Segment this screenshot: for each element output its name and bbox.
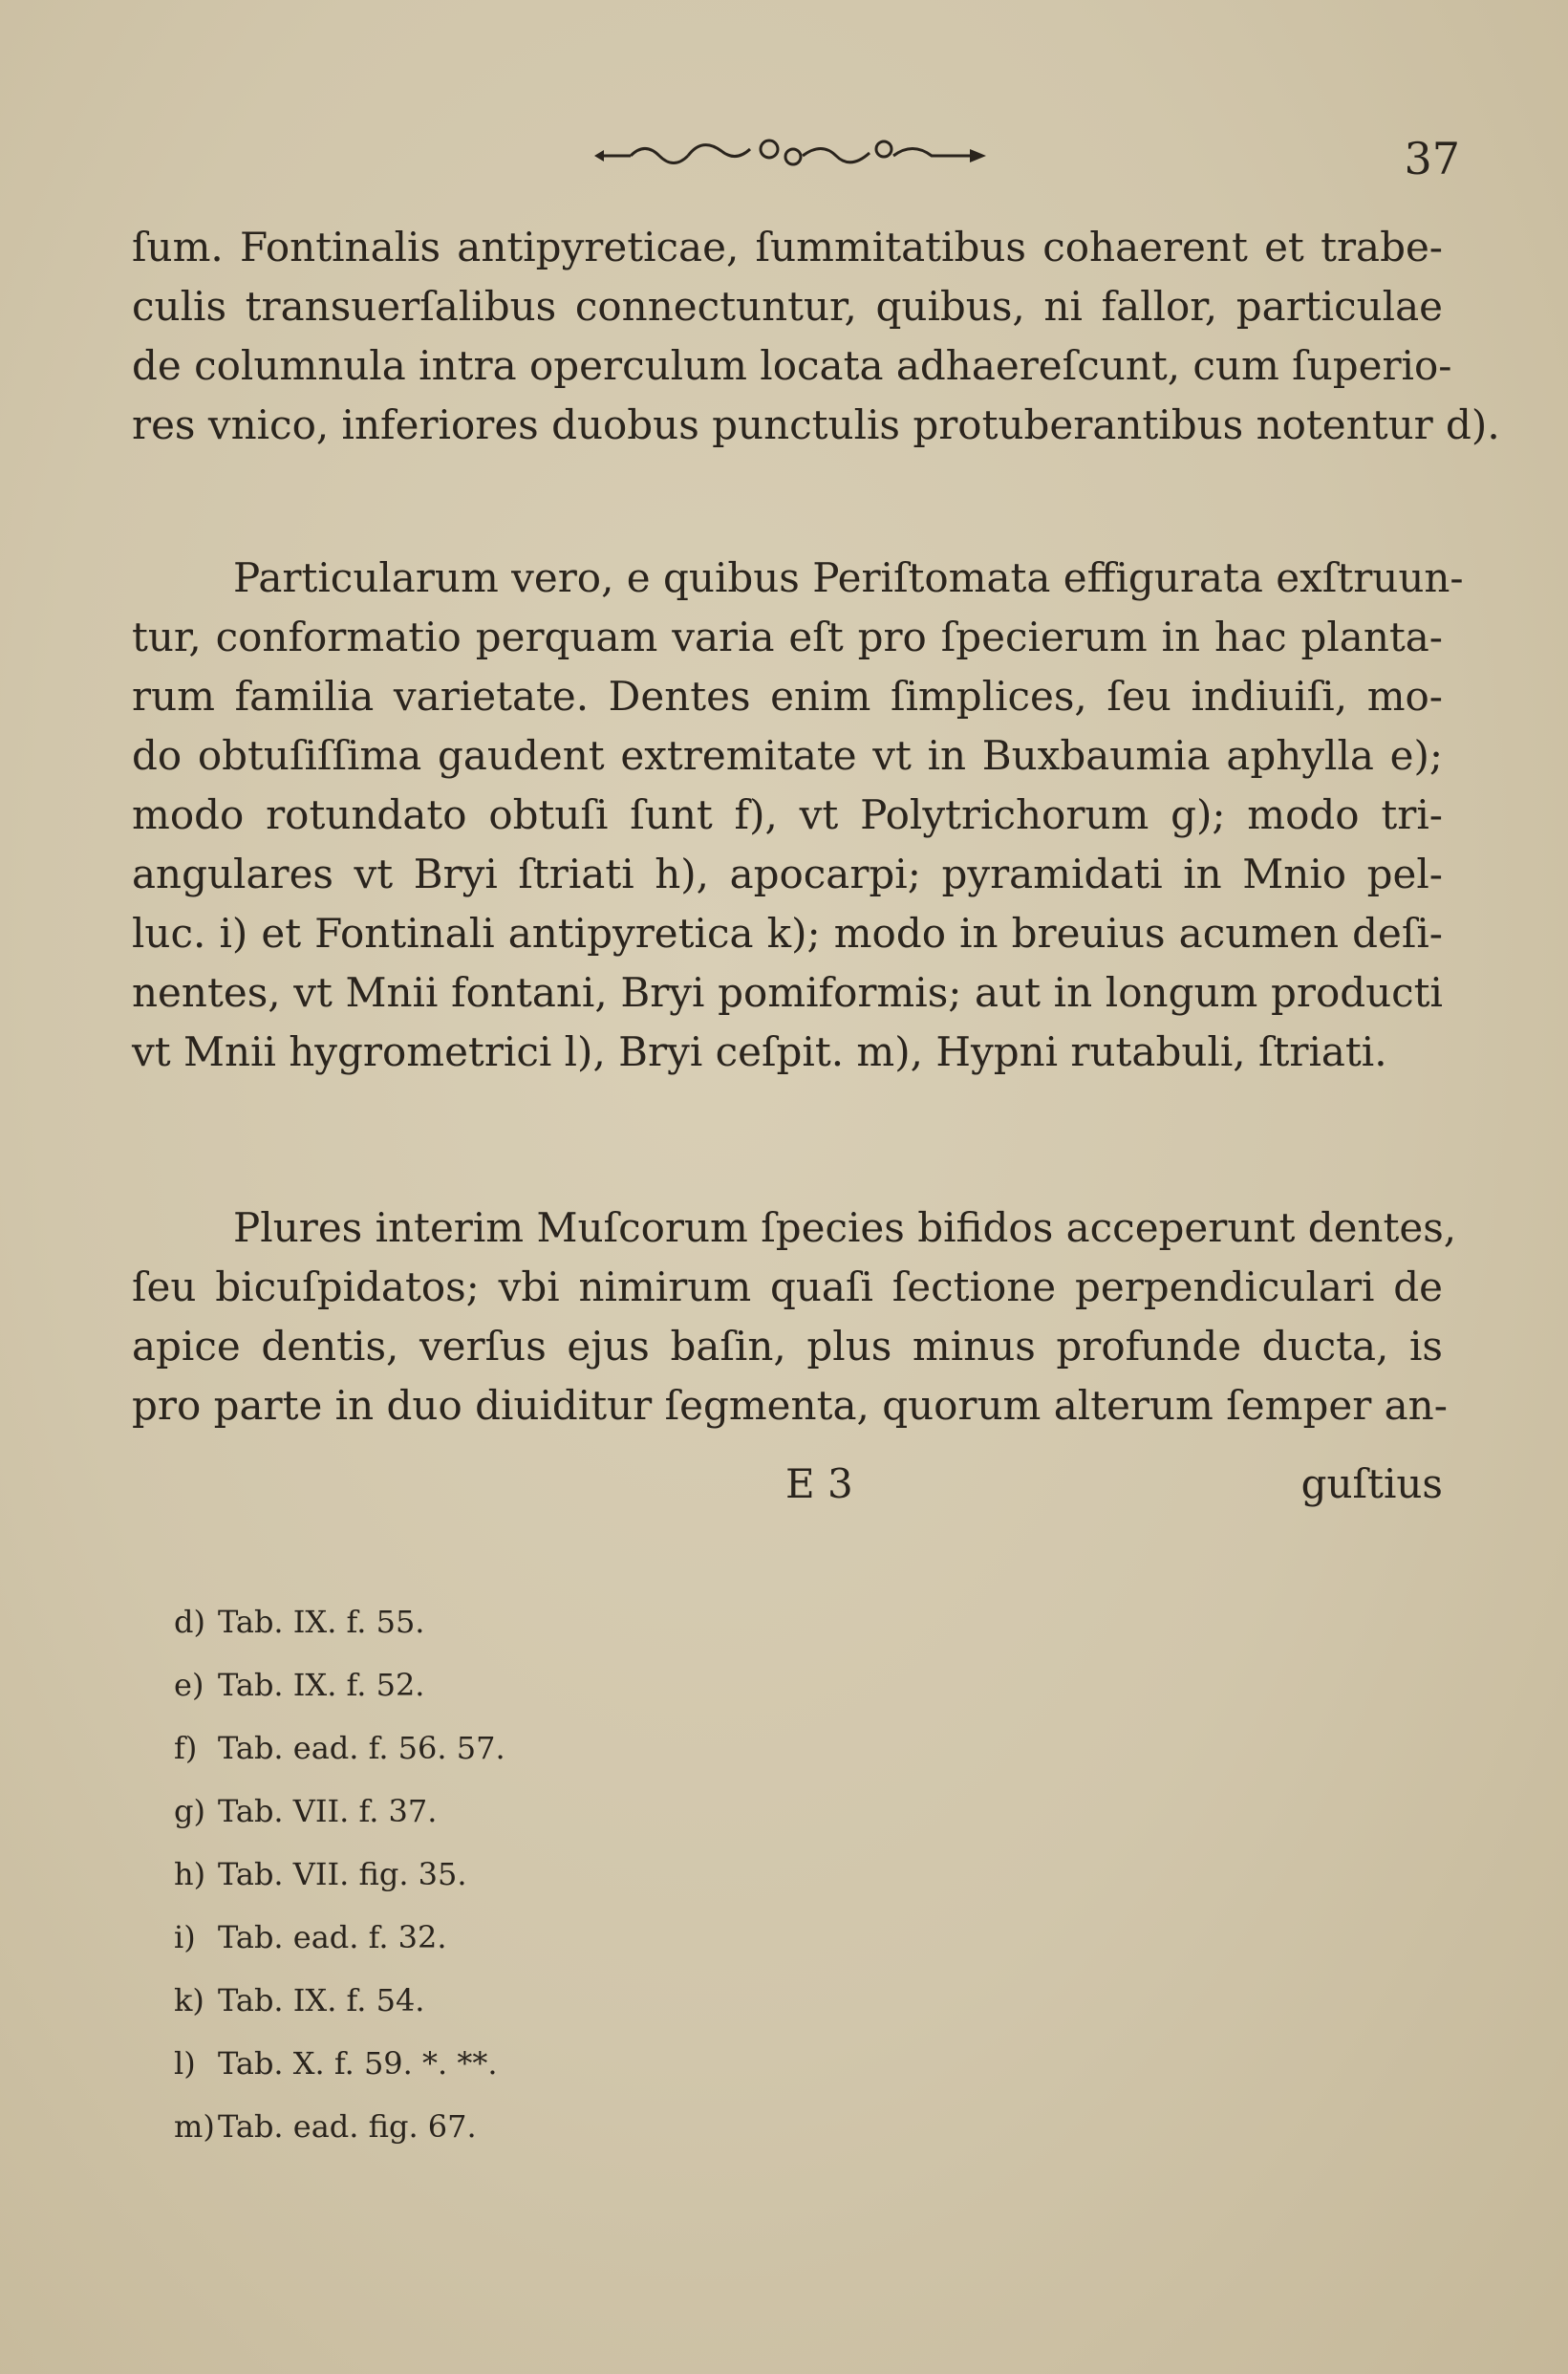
catchline — [132, 1455, 1443, 1514]
footnote — [174, 1653, 505, 1716]
footnote-text: Tab. ead. f. 32. — [218, 1919, 447, 1955]
text-line: ſum. Fontinalis antipyreticae, ſummitatibus cohaerent et trabe- — [132, 224, 1443, 270]
footnote-text: Tab. X. f. 59. *. **. — [218, 2045, 498, 2082]
text-line: Particularum vero, e quibus Periſtomata effigurata exſtruun- — [233, 554, 1464, 601]
footnote — [174, 1780, 505, 1843]
text-line: vt Mnii hygrometrici l), Bryi ceſpit. m), Hypni rutabuli, ſtriati. — [132, 1028, 1387, 1075]
text-line: modo rotundato obtuſi ſunt f), vt Polytrichorum g); modo tri- — [132, 791, 1443, 838]
text-line: rum familia varietate. Dentes enim ſimplices, ſeu indiuiſi, mo- — [132, 673, 1443, 720]
footnote — [174, 2095, 505, 2158]
footnote-mark: h) — [174, 1856, 206, 1892]
footnote-mark: d) — [174, 1604, 205, 1640]
footnote — [174, 1590, 505, 1653]
catchword: guſtius — [1300, 1460, 1443, 1507]
footnote-mark: i) — [174, 1919, 196, 1955]
footnote — [174, 2032, 505, 2095]
footnote-text: Tab. VII. f. 37. — [218, 1793, 438, 1829]
footnote-text: Tab. IX. f. 55. — [218, 1604, 425, 1640]
decorative-head-ornament-icon — [592, 132, 994, 180]
signature-mark: E 3 — [785, 1460, 853, 1507]
text-line: nentes, vt Mnii fontani, Bryi pomiformis; aut in longum producti — [132, 969, 1443, 1016]
footnote — [174, 1906, 505, 1969]
footnote-mark: m) — [174, 2108, 215, 2145]
footnote-text: Tab. ead. f. 56. 57. — [218, 1730, 505, 1766]
text-line: tur, conformatio perquam varia eſt pro ſpecierum in hac planta- — [132, 614, 1443, 660]
paragraph-3 — [132, 1198, 1457, 1435]
text-line: do obtuſiſſima gaudent extremitate vt in Buxbaumia aphylla e); — [132, 732, 1443, 779]
footnote-text: Tab. ead. fig. 67. — [218, 2108, 477, 2145]
text-line: pro parte in duo diuiditur ſegmenta, quorum alterum ſemper an- — [132, 1382, 1448, 1429]
page-number: 37 — [1404, 133, 1460, 184]
footnote — [174, 1843, 505, 1906]
text-line: luc. i) et Fontinali antipyretica k); modo in breuius acumen deſi- — [132, 910, 1443, 957]
footnotes — [174, 1590, 505, 2158]
text-line: res vnico, inferiores duobus punctulis protuberantibus notentur d). — [132, 401, 1500, 448]
footnote — [174, 1716, 505, 1780]
footnote-mark: g) — [174, 1793, 205, 1829]
text-line: ſeu bicuſpidatos; vbi nimirum quaſi ſectione perpendiculari de — [132, 1263, 1443, 1310]
footnote-mark: f) — [174, 1730, 198, 1766]
footnote — [174, 1969, 505, 2032]
footnote-mark: l) — [174, 2045, 196, 2082]
text-line: angulares vt Bryi ſtriati h), apocarpi; pyramidati in Mnio pel- — [132, 851, 1443, 897]
footnote-text: Tab. IX. f. 52. — [218, 1667, 425, 1703]
text-line: de columnula intra operculum locata adhaereſcunt, cum ſuperio- — [132, 342, 1452, 389]
footnote-mark: k) — [174, 1982, 204, 2018]
paragraph-1 — [132, 218, 1500, 455]
footnote-text: Tab. IX. f. 54. — [218, 1982, 425, 2018]
text-line: apice dentis, verſus ejus baſin, plus minus profunde ducta, is — [132, 1323, 1443, 1370]
text-line: Plures interim Muſcorum ſpecies bifidos acceperunt dentes, — [233, 1204, 1457, 1251]
text-line: culis transuerſalibus connectuntur, quibus, ni fallor, particulae — [132, 283, 1443, 330]
paragraph-2 — [132, 549, 1464, 1082]
footnote-mark: e) — [174, 1667, 204, 1703]
footnote-text: Tab. VII. fig. 35. — [218, 1856, 467, 1892]
